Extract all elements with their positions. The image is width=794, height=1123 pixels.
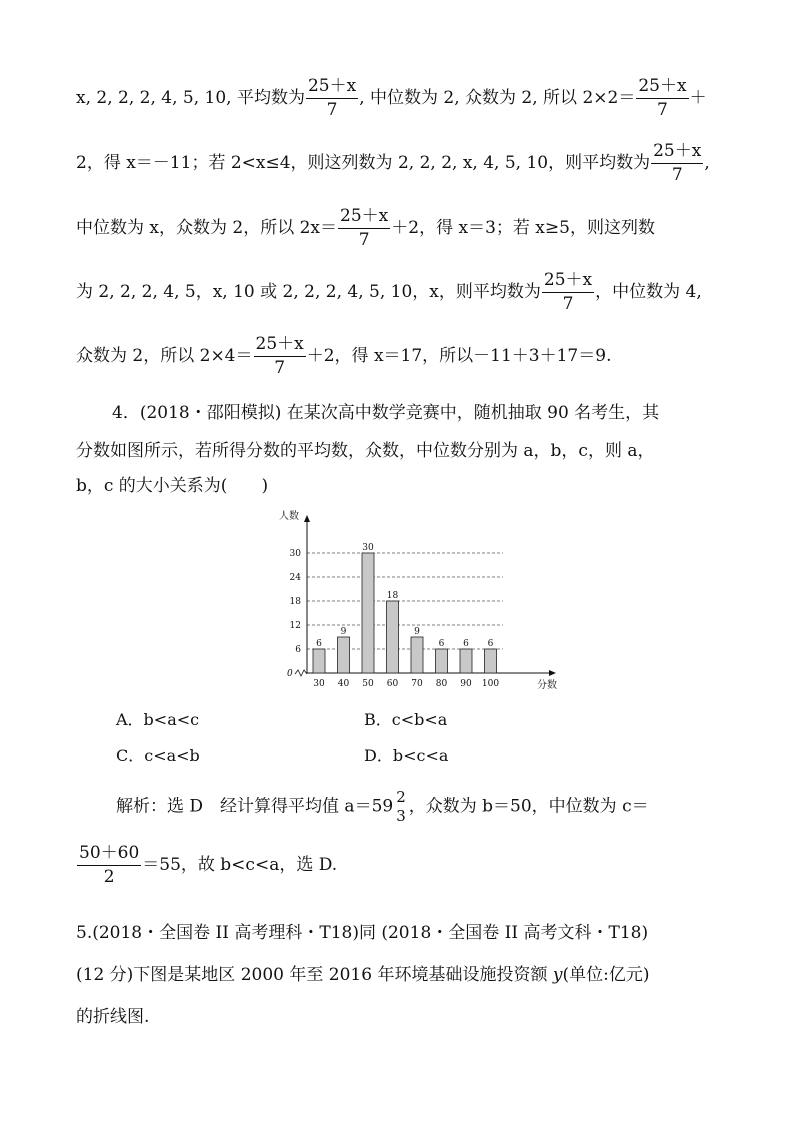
y-tick-label: 24 <box>289 573 301 583</box>
numerator: 25＋x <box>338 208 390 229</box>
text-segment: 2，得 x＝－11；若 2<x≤4，则这列数为 2, 2, 2, x, 4, 5, 10，则平均数为 <box>76 153 651 173</box>
solution-line-2 <box>76 143 734 184</box>
numerator: 2 <box>396 788 406 806</box>
bar <box>362 553 374 673</box>
numerator: 25＋x <box>636 78 688 99</box>
denominator: 7 <box>274 358 286 378</box>
question-5-line-2 <box>76 960 734 985</box>
text-segment: ，中位数为 4, <box>595 282 702 302</box>
x-tick-label: 80 <box>435 679 448 689</box>
y-tick-label: 12 <box>289 621 301 631</box>
x-tick-label: 30 <box>313 679 325 689</box>
denominator: 7 <box>562 294 574 314</box>
option-d: D．b<c<a <box>364 746 449 765</box>
text-segment: (单位:亿元) <box>562 965 650 985</box>
text-segment: ＋2，得 x＝3；若 x≥5，则这列数 <box>391 218 655 238</box>
y-tick-label: 18 <box>289 597 301 607</box>
solution-line-1 <box>76 78 734 119</box>
bar <box>313 649 325 673</box>
solution-line-4 <box>76 272 734 313</box>
x-tick-label: 100 <box>481 679 500 689</box>
bar <box>460 649 472 673</box>
x-axis-label: 分数 <box>537 680 557 690</box>
text-segment: x, 2, 2, 2, 4, 5, 10, 平均数为 <box>76 88 305 108</box>
option-c: C．c<a<b <box>116 746 200 765</box>
x-tick-label: 90 <box>460 679 472 689</box>
numerator: 25＋x <box>651 143 703 164</box>
fraction <box>254 336 306 377</box>
y-axis-label: 人数 <box>279 511 299 522</box>
denominator: 7 <box>657 100 668 120</box>
fraction <box>338 208 390 249</box>
denominator: 7 <box>358 230 370 250</box>
denominator: 7 <box>671 165 683 185</box>
bar-value-label: 30 <box>362 543 374 553</box>
x-tick-label: 60 <box>386 679 399 689</box>
numerator: 25＋x <box>542 272 594 293</box>
bar-value-label: 6 <box>438 639 445 649</box>
denominator: 3 <box>396 807 406 825</box>
bar-value-label: 9 <box>340 627 347 637</box>
bar-value-label: 6 <box>316 639 322 649</box>
text-segment: , <box>704 153 710 173</box>
score-bar-chart <box>265 505 565 690</box>
text-segment: , 中位数为 2, 众数为 2, 所以 2×2＝ <box>359 88 636 108</box>
answer-line-2 <box>76 845 734 886</box>
x-tick-label: 70 <box>411 679 423 689</box>
bar-value-label: 6 <box>463 639 469 649</box>
fraction <box>651 143 703 184</box>
x-tick-label: 50 <box>362 679 374 689</box>
origin-label: 0 <box>287 669 293 679</box>
variable-y: y <box>552 965 563 985</box>
bar <box>411 637 423 673</box>
text-segment: 众数为 2，所以 2×4＝ <box>76 346 253 366</box>
answer-line-1 <box>116 790 734 824</box>
axis-break-mark <box>295 670 307 676</box>
fraction <box>77 845 141 886</box>
text-segment: 为 2, 2, 2, 4, 5，x, 10 或 2, 2, 2, 4, 5, 10，x，则平均数为 <box>76 282 541 302</box>
x-tick-label: 40 <box>337 679 350 689</box>
text-segment: ，众数为 b＝50，中位数为 c＝ <box>408 796 649 817</box>
text-segment: ＋ <box>689 88 707 108</box>
option-b: B．c<b<a <box>364 710 448 729</box>
solution-line-3 <box>76 208 734 249</box>
y-tick-label: 6 <box>295 645 301 655</box>
y-axis-arrow <box>304 515 310 522</box>
text-segment: ＋2，得 x＝17，所以－11＋3＋17＝9. <box>306 346 612 366</box>
bar <box>387 601 399 673</box>
fraction <box>636 78 688 119</box>
y-tick-label: 30 <box>289 549 301 559</box>
fraction <box>306 78 358 119</box>
denominator: 2 <box>103 867 115 887</box>
solution-line-5 <box>76 336 734 377</box>
numerator: 25＋x <box>254 336 306 357</box>
question-4-line-2: 分数如图所示，若所得分数的平均数，众数，中位数分别为 a，b，c，则 a， <box>76 441 655 461</box>
text-segment: ＝55，故 b<c<a，选 D. <box>142 855 338 875</box>
bar <box>436 649 448 673</box>
bar <box>338 637 350 673</box>
denominator: 7 <box>326 100 338 120</box>
numerator: 25＋x <box>306 78 358 99</box>
bar-value-label: 18 <box>386 591 399 601</box>
fraction <box>394 790 408 824</box>
fraction <box>542 272 594 313</box>
option-a: A．b<a<c <box>116 710 200 729</box>
question-5-line-1: 5.(2018・全国卷 II 高考理科・T18)同 (2018・全国卷 II 高考文科・T18) <box>76 923 649 943</box>
x-axis-arrow <box>549 670 556 676</box>
bar-value-label: 6 <box>487 639 494 649</box>
text-segment: (12 分)下图是某地区 2000 年至 2016 年环境基础设施投资额 <box>76 965 553 985</box>
question-4-line-1: 4．(2018・邵阳模拟) 在某次高中数学竞赛中，随机抽取 90 名考生，其 <box>112 403 660 423</box>
question-4-line-3: b，c 的大小关系为( ) <box>76 476 269 496</box>
question-5-line-3: 的折线图. <box>76 1007 150 1027</box>
numerator: 50＋60 <box>77 845 141 866</box>
text-segment: 解析：选 D 经计算得平均值 a＝59 <box>116 796 394 817</box>
bar <box>485 649 497 673</box>
text-segment: 中位数为 x，众数为 2，所以 2x＝ <box>76 218 338 238</box>
bar-value-label: 9 <box>414 627 420 637</box>
